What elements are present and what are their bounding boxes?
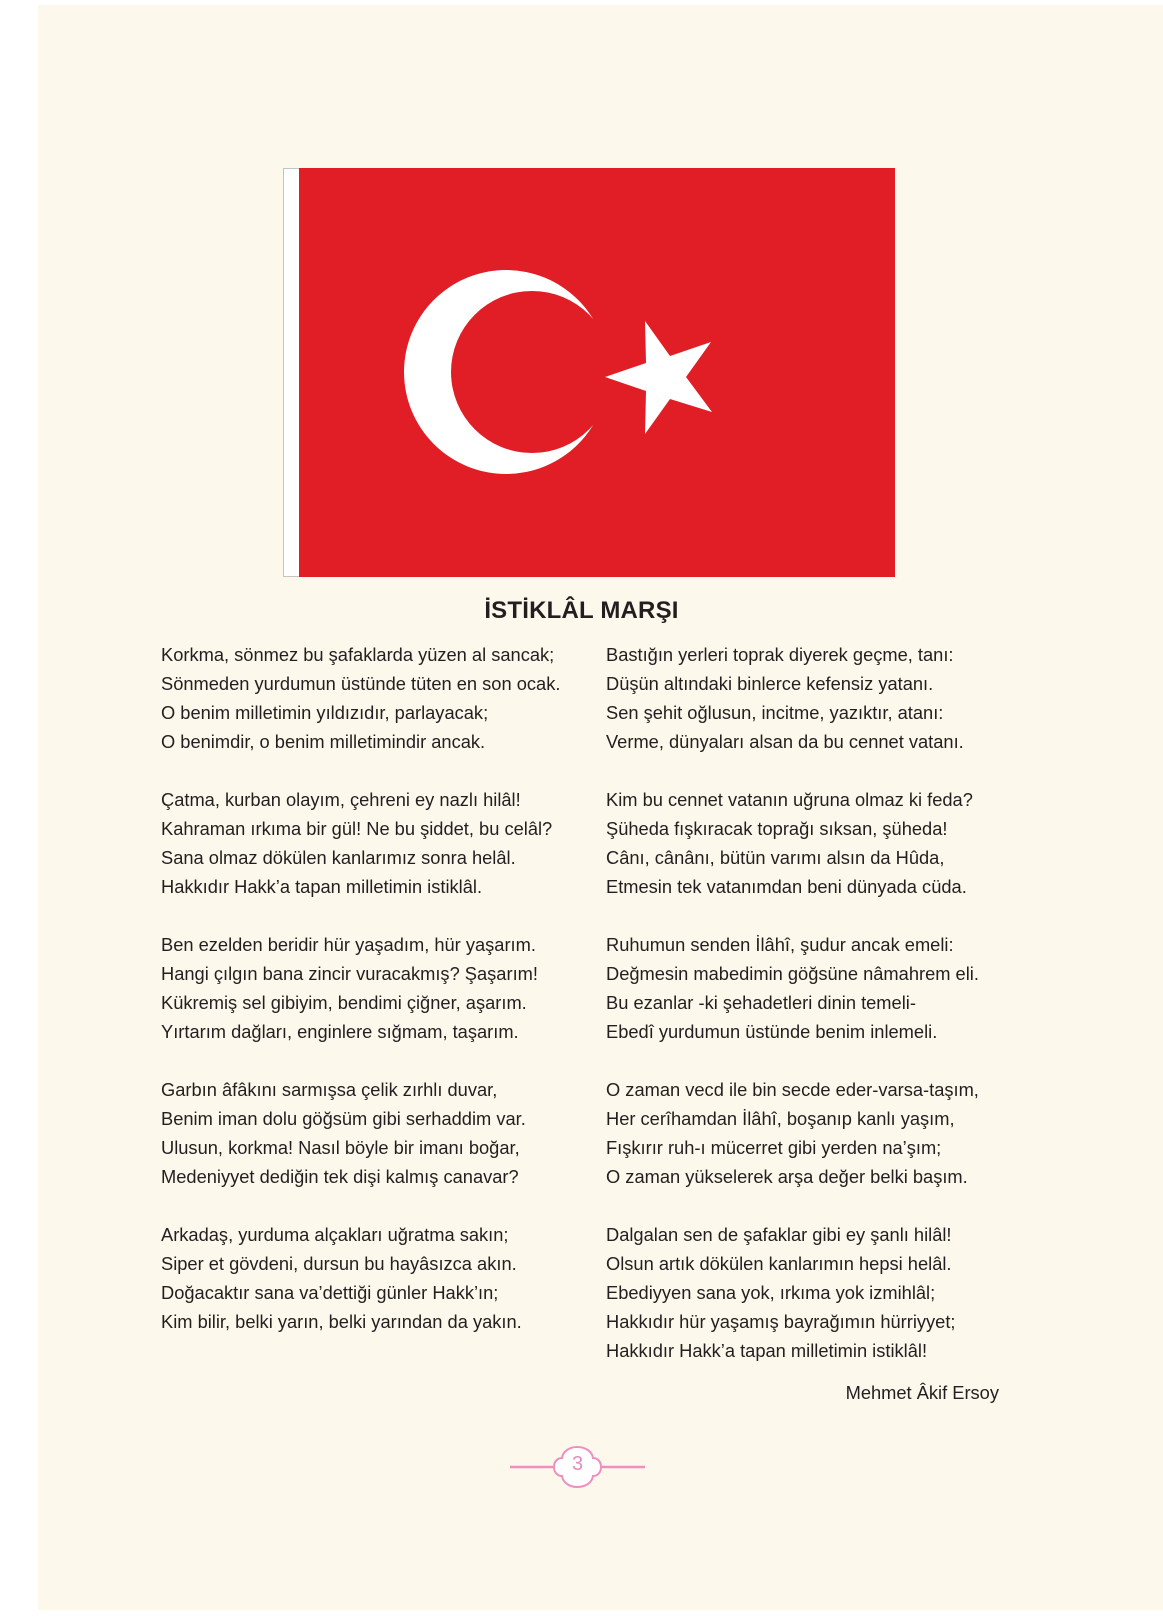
right-column xyxy=(606,640,979,1394)
verse-line: Fışkırır ruh-ı mücerret gibi yerden na’şım; xyxy=(606,1137,942,1158)
verse-line: Hakkıdır hür yaşamış bayrağımın hürriyyet; xyxy=(606,1311,956,1332)
verse-line: Ruhumun senden İlâhî, şudur ancak emeli: xyxy=(606,934,954,955)
verse-line: Düşün altındaki binlerce kefensiz yatanı. xyxy=(606,673,934,694)
verse-line: Her cerîhamdan İlâhî, boşanıp kanlı yaşım, xyxy=(606,1108,955,1129)
stanza-8 xyxy=(606,930,979,1046)
verse-line: Hakkıdır Hakk’a tapan milletimin istiklâl. xyxy=(161,876,483,897)
verse-line: Korkma, sönmez bu şafaklarda yüzen al sancak; xyxy=(161,644,555,665)
crescent-icon xyxy=(404,270,608,474)
star-icon xyxy=(605,321,712,434)
stanza-10 xyxy=(606,1220,979,1365)
verse-line: Sen şehit oğlusun, incitme, yazıktır, atanı: xyxy=(606,702,944,723)
verse-line: Kim bu cennet vatanın uğruna olmaz ki feda? xyxy=(606,789,973,810)
verse-line: Ben ezelden beridir hür yaşadım, hür yaşarım. xyxy=(161,934,536,955)
verse-line: Garbın âfâkını sarmışsa çelik zırhlı duvar, xyxy=(161,1079,498,1100)
verse-line: Kükremiş sel gibiyim, bendimi çiğner, aşarım. xyxy=(161,992,527,1013)
stanza-3 xyxy=(161,930,560,1046)
turkish-flag xyxy=(283,168,895,577)
author-name: Mehmet Âkif Ersoy xyxy=(845,1382,999,1403)
crescent-star-icon xyxy=(299,168,895,577)
verse-line: Cânı, cânânı, bütün varımı alsın da Hûda, xyxy=(606,847,945,868)
page-number: 3 xyxy=(571,1453,584,1475)
verse-line: Ebedî yurdumun üstünde benim inlemeli. xyxy=(606,1021,938,1042)
verse-line: Hakkıdır Hakk’a tapan milletimin istiklâl! xyxy=(606,1340,928,1361)
stanza-5 xyxy=(161,1220,560,1336)
verse-line: Çatma, kurban olayım, çehreni ey nazlı hilâl! xyxy=(161,789,521,810)
anthem-title: İSTİKLÂL MARŞI xyxy=(484,597,679,624)
stanza-1 xyxy=(161,640,560,756)
verse-line: Şüheda fışkıracak toprağı sıksan, şüheda! xyxy=(606,818,948,839)
verse-line: Doğacaktır sana va’dettiği günler Hakk’ın; xyxy=(161,1282,499,1303)
stanza-6 xyxy=(606,640,979,756)
verse-line: O zaman vecd ile bin secde eder-varsa-taşım, xyxy=(606,1079,979,1100)
verse-line: Ulusun, korkma! Nasıl böyle bir imanı boğar, xyxy=(161,1137,520,1158)
verse-line: O benimdir, o benim milletimindir ancak. xyxy=(161,731,486,752)
stanza-7 xyxy=(606,785,979,901)
verse-line: Etmesin tek vatanımdan beni dünyada cüda. xyxy=(606,876,967,897)
left-column xyxy=(161,640,560,1365)
verse-line: Benim iman dolu göğsüm gibi serhaddim var. xyxy=(161,1108,526,1129)
verse-line: Sana olmaz dökülen kanlarımız sonra helâl. xyxy=(161,847,516,868)
page-number-ornament xyxy=(510,1441,645,1491)
verse-line: Yırtarım dağları, enginlere sığmam, taşarım. xyxy=(161,1021,519,1042)
verse-line: O benim milletimin yıldızıdır, parlayacak; xyxy=(161,702,489,723)
verse-line: Kahraman ırkıma bir gül! Ne bu şiddet, bu celâl? xyxy=(161,818,553,839)
verse-line: Medeniyyet dediğin tek dişi kalmış canavar? xyxy=(161,1166,519,1187)
verse-line: Olsun artık dökülen kanlarımın hepsi helâl. xyxy=(606,1253,952,1274)
verse-line: Değmesin mabedimin göğsüne nâmahrem eli. xyxy=(606,963,979,984)
verse-line: Siper et gövdeni, dursun bu hayâsızca akın. xyxy=(161,1253,517,1274)
stanza-9 xyxy=(606,1075,979,1191)
verse-line: Sönmeden yurdumun üstünde tüten en son ocak. xyxy=(161,673,561,694)
verse-line: O zaman yükselerek arşa değer belki başım. xyxy=(606,1166,968,1187)
verse-line: Arkadaş, yurduma alçakları uğratma sakın; xyxy=(161,1224,509,1245)
stanza-2 xyxy=(161,785,560,901)
stanza-4 xyxy=(161,1075,560,1191)
verse-line: Hangi çılgın bana zincir vuracakmış? Şaşarım! xyxy=(161,963,538,984)
verse-line: Verme, dünyaları alsan da bu cennet vatanı. xyxy=(606,731,964,752)
flag-field xyxy=(299,168,895,577)
flag-hoist xyxy=(283,168,299,577)
verse-line: Bu ezanlar -ki şehadetleri dinin temeli- xyxy=(606,992,916,1013)
verse-line: Ebediyyen sana yok, ırkıma yok izmihlâl; xyxy=(606,1282,936,1303)
verse-line: Kim bilir, belki yarın, belki yarından da yakın. xyxy=(161,1311,522,1332)
verse-line: Bastığın yerleri toprak diyerek geçme, tanı: xyxy=(606,644,954,665)
verse-line: Dalgalan sen de şafaklar gibi ey şanlı hilâl! xyxy=(606,1224,952,1245)
